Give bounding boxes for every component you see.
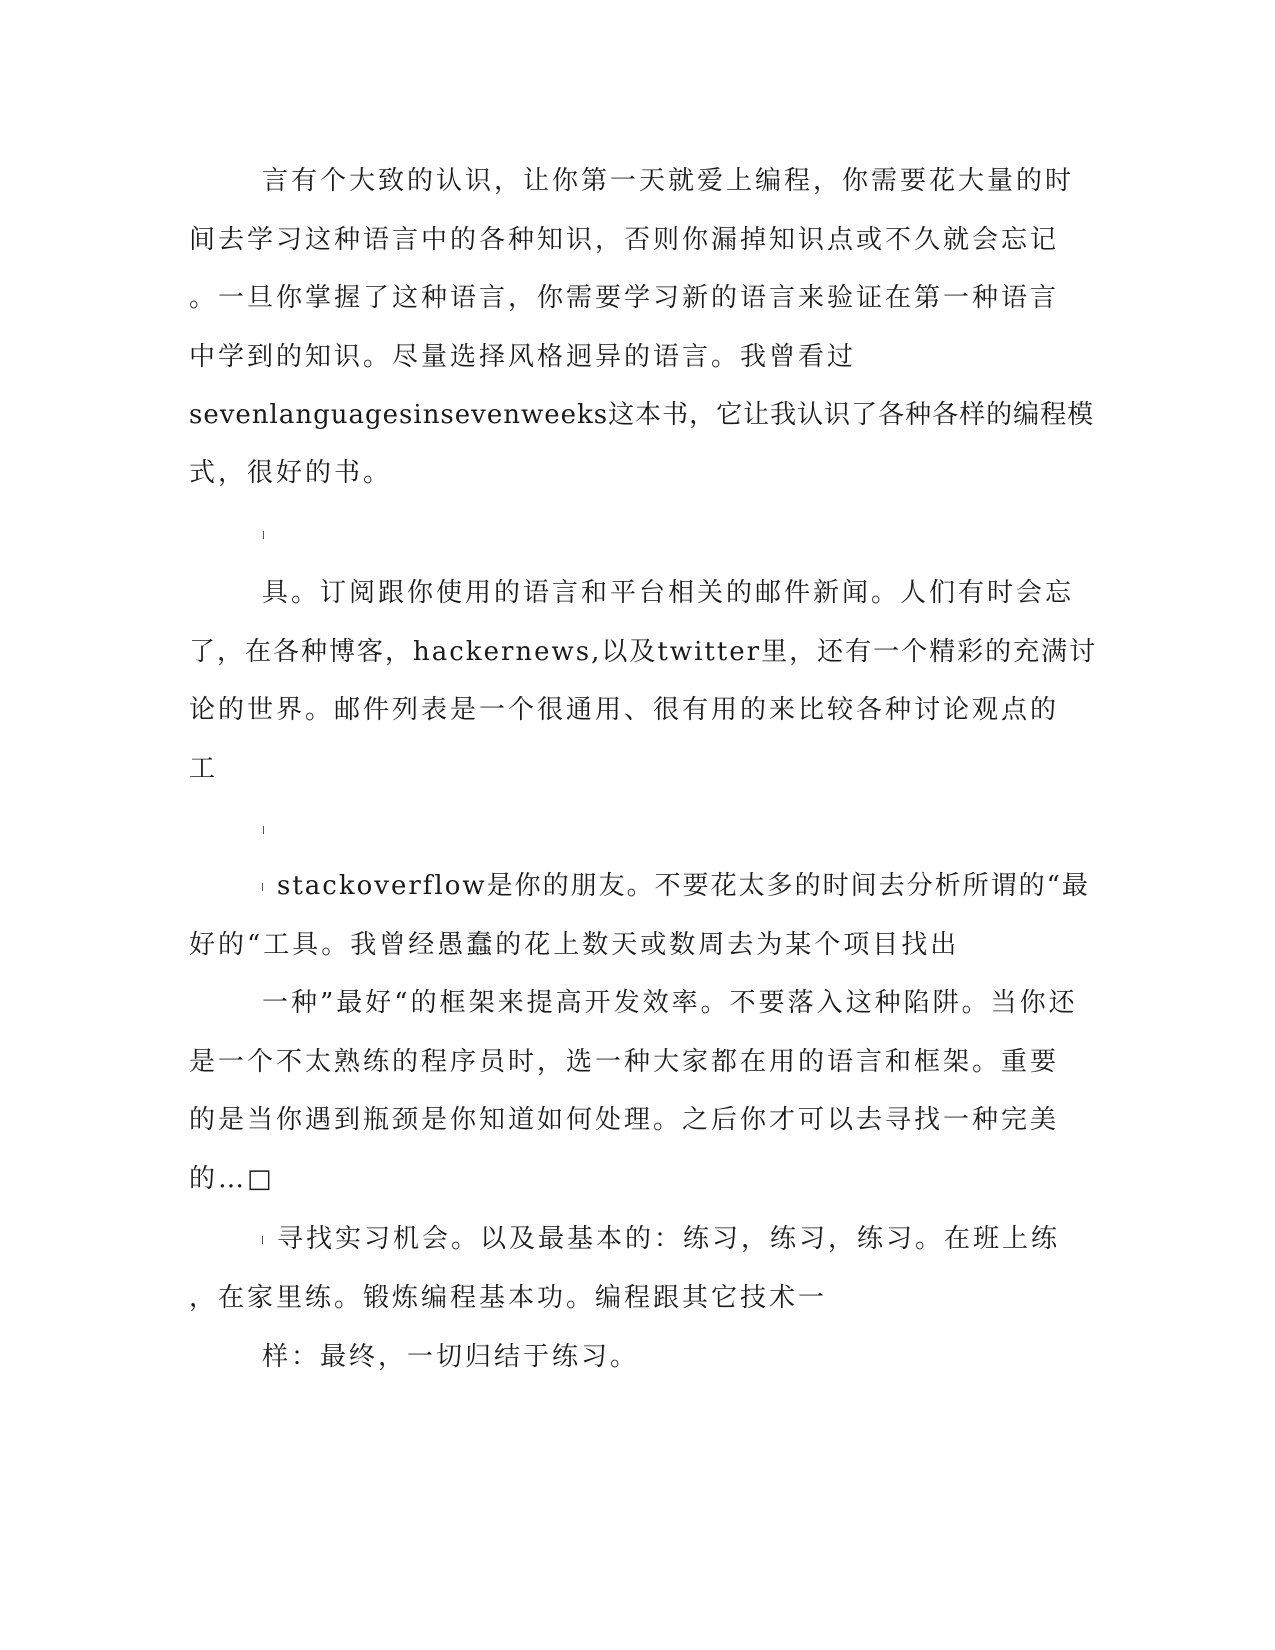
paragraph-3-line-1-text: stackoverflow是你的朋友。不要花太多的时间去分析所谓的“最 <box>277 871 1090 901</box>
paragraph-4-line-1 <box>262 1224 1060 1254</box>
paragraph-2-line-3: 论的世界。邮件列表是一个很通用、很有用的来比较各种讨论观点的 <box>189 695 1060 725</box>
paragraph-1-line-6: 式，很好的书。 <box>189 458 393 488</box>
paragraph-2-line-2: 了，在各种博客，hackernews,以及twitter里，还有一个精彩的充满讨 <box>189 637 1098 667</box>
paragraph-3-line-5: 的是当你遇到瓶颈是你知道如何处理。之后你才可以去寻找一种完美 <box>189 1105 1060 1135</box>
paragraph-4-line-2: ，在家里练。锻炼编程基本功。编程跟其它技术一 <box>189 1283 828 1313</box>
paragraph-4-line-1-text: 寻找实习机会。以及最基本的：练习，练习，练习。在班上练 <box>277 1224 1061 1254</box>
paragraph-3-line-2: 好的“工具。我曾经愚蠢的花上数天或数周去为某个项目找出 <box>189 930 960 960</box>
paragraph-1-line-2: 间去学习这种语言中的各种知识，否则你漏掉知识点或不久就会忘记 <box>189 225 1060 255</box>
bullet-marker <box>262 1236 263 1244</box>
bullet-marker <box>262 883 263 891</box>
paragraph-3-line-6: 的…□ <box>189 1164 275 1194</box>
paragraph-3-line-4: 是一个不太熟练的程序员时，选一种大家都在用的语言和框架。重要 <box>189 1047 1060 1077</box>
paragraph-2-line-1: 具。订阅跟你使用的语言和平台相关的邮件新闻。人们有时会忘 <box>262 578 1075 608</box>
paragraph-4-line-3: 样：最终，一切归结于练习。 <box>262 1342 640 1372</box>
paragraph-marker <box>263 826 264 834</box>
paragraph-1-line-3: 。一旦你掌握了这种语言，你需要学习新的语言来验证在第一种语言 <box>189 283 1060 313</box>
paragraph-1-line-1: 言有个大致的认识，让你第一天就爱上编程，你需要花大量的时 <box>262 166 1075 196</box>
paragraph-3-line-3: 一种”最好“的框架来提高开发效率。不要落入这种陷阱。当你还 <box>262 988 1078 1018</box>
paragraph-1-line-5: sevenlanguagesinsevenweeks这本书，它让我认识了各种各样的编程模 <box>189 400 1095 430</box>
paragraph-1-line-4: 中学到的知识。尽量选择风格迥异的语言。我曾看过 <box>189 342 857 372</box>
paragraph-3-line-1 <box>262 871 1090 901</box>
paragraph-marker <box>263 531 264 539</box>
paragraph-2-line-4: 工 <box>189 754 219 784</box>
